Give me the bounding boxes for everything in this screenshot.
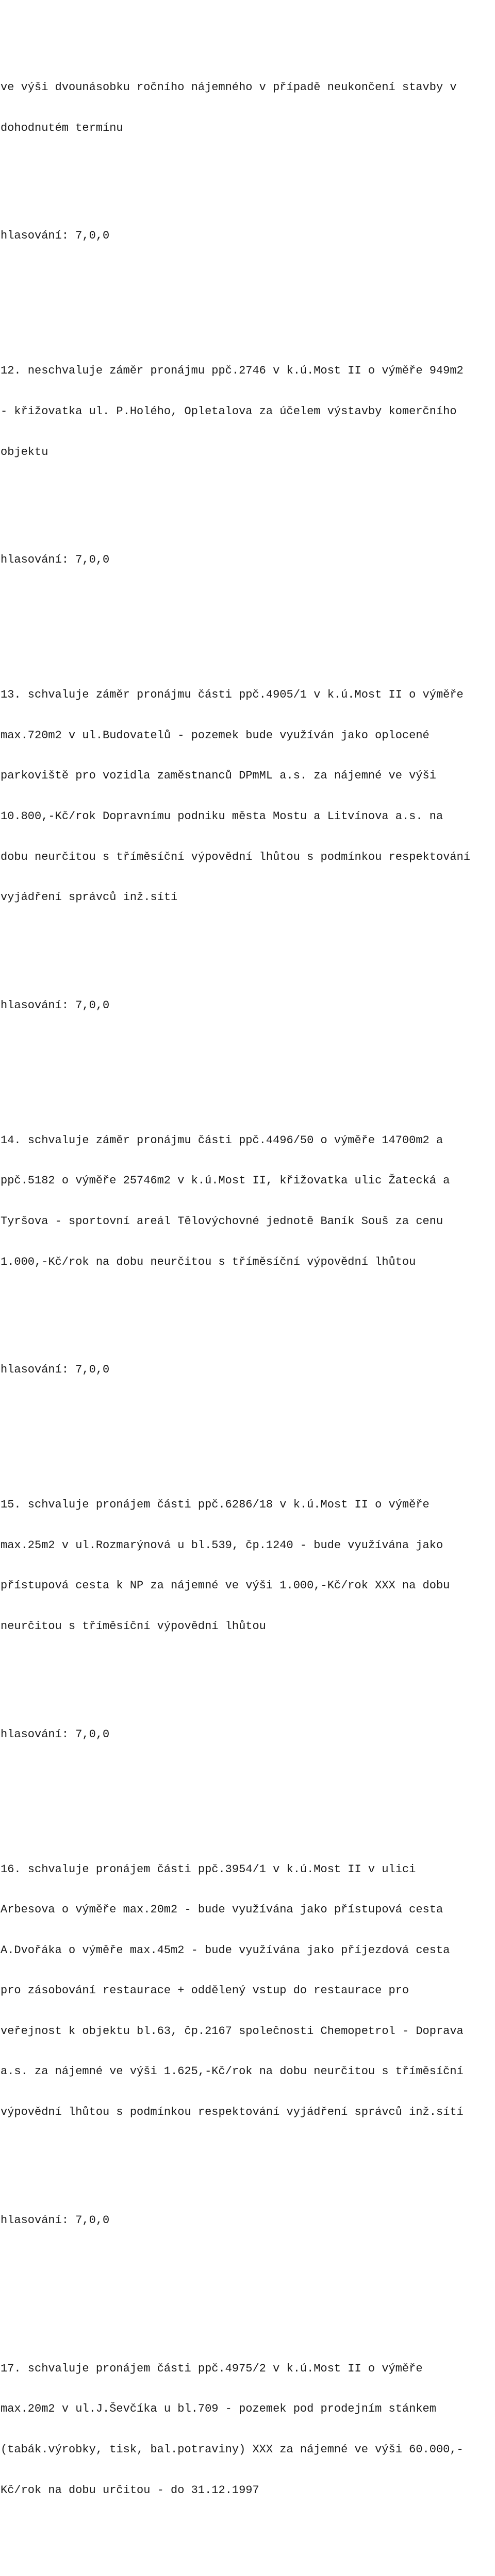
- text-line: veřejnost k objektu bl.63, čp.2167 společnosti Chemopetrol - Doprava: [1, 2024, 464, 2038]
- text-line: 12. neschvaluje záměr pronájmu ppč.2746 v k.ú.Most II o výměře 949m2: [1, 364, 464, 378]
- text-line: výpovědní lhůtou s podmínkou respektování vyjádření správců inž.sítí: [1, 2106, 464, 2119]
- text-line: 17. schvaluje pronájem části ppč.4975/2 v k.ú.Most II o výměře: [1, 2362, 423, 2375]
- vote-result: hlasování: 7,0,0: [1, 2213, 110, 2227]
- resolution-item-16: [1, 1836, 494, 2146]
- resolution-item-12: [1, 337, 494, 486]
- intro-paragraph: [1, 54, 494, 162]
- resolution-item-14: [1, 1107, 494, 1296]
- text-line: neurčitou s tříměsíční výpovědní lhůtou: [1, 1619, 266, 1633]
- resolution-item-17: [1, 2335, 494, 2524]
- vote-result: hlasování: 7,0,0: [1, 1727, 110, 1741]
- document-page: [1, 0, 494, 2576]
- text-line: pro zásobování restaurace + oddělený vstup do restaurace pro: [1, 1984, 409, 1997]
- text-line: A.Dvořáka o výměře max.45m2 - bude využívána jako příjezdová cesta: [1, 1943, 450, 1957]
- text-line: max.720m2 v ul.Budovatelů - pozemek bude využíván jako oplocené: [1, 728, 430, 742]
- text-line: 15. schvaluje pronájem části ppč.6286/18 v k.ú.Most II o výměře: [1, 1498, 430, 1512]
- text-line: 16. schvaluje pronájem části ppč.3954/1 v k.ú.Most II v ulici: [1, 1862, 416, 1876]
- resolution-item-13: [1, 662, 494, 931]
- text-line: parkoviště pro vozidla zaměstnanců DPmML a.s. za nájemné ve výši: [1, 769, 436, 783]
- vote-result: hlasování: 7,0,0: [1, 553, 110, 567]
- text-line: 10.800,-Kč/rok Dopravnímu podniku města Mostu a Litvínova a.s. na: [1, 809, 443, 823]
- text-line: max.25m2 v ul.Rozmarýnová u bl.539, čp.1240 - bude využívána jako: [1, 1538, 443, 1552]
- text-line: - křižovatka ul. P.Holého, Opletalova za účelem výstavby komerčního: [1, 405, 457, 418]
- text-line: 14. schvaluje záměr pronájmu části ppč.4496/50 o výměře 14700m2 a: [1, 1133, 443, 1147]
- text-line: max.20m2 v ul.J.Ševčíka u bl.709 - pozemek pod prodejním stánkem: [1, 2402, 436, 2416]
- text-line: vyjádření správců inž.sítí: [1, 891, 178, 904]
- text-line: ve výši dvounásobku ročního nájemného v případě neukončení stavby v: [1, 81, 457, 94]
- vote-result: hlasování: 7,0,0: [1, 1363, 110, 1377]
- text-line: objektu: [1, 445, 48, 459]
- resolution-item-15: [1, 1471, 494, 1660]
- text-line: Tyršova - sportovní areál Tělovýchovné jednotě Baník Souš za cenu: [1, 1214, 443, 1228]
- text-line: 1.000,-Kč/rok na dobu neurčitou s tříměsíční výpovědní lhůtou: [1, 1255, 416, 1268]
- vote-result: hlasování: 7,0,0: [1, 229, 110, 243]
- vote-result: hlasování: 7,0,0: [1, 998, 110, 1012]
- text-line: Kč/rok na dobu určitou - do 31.12.1997: [1, 2483, 259, 2497]
- text-line: dohodnutém termínu: [1, 121, 123, 134]
- text-line: ppč.5182 o výměře 25746m2 v k.ú.Most II, křižovatka ulic Žatecká a: [1, 1174, 450, 1188]
- text-line: přístupová cesta k NP za nájemné ve výši 1.000,-Kč/rok XXX na dobu: [1, 1579, 450, 1592]
- text-line: 13. schvaluje záměr pronájmu části ppč.4905/1 v k.ú.Most II o výměře: [1, 688, 464, 702]
- text-line: a.s. za nájemné ve výši 1.625,-Kč/rok na dobu neurčitou s tříměsíční: [1, 2065, 464, 2078]
- text-line: (tabák.výrobky, tisk, bal.potraviny) XXX za nájemné ve výši 60.000,-: [1, 2443, 464, 2456]
- text-line: dobu neurčitou s tříměsíční výpovědní lhůtou s podmínkou respektování: [1, 850, 470, 863]
- text-line: Arbesova o výměře max.20m2 - bude využívána jako přístupová cesta: [1, 1903, 443, 1917]
